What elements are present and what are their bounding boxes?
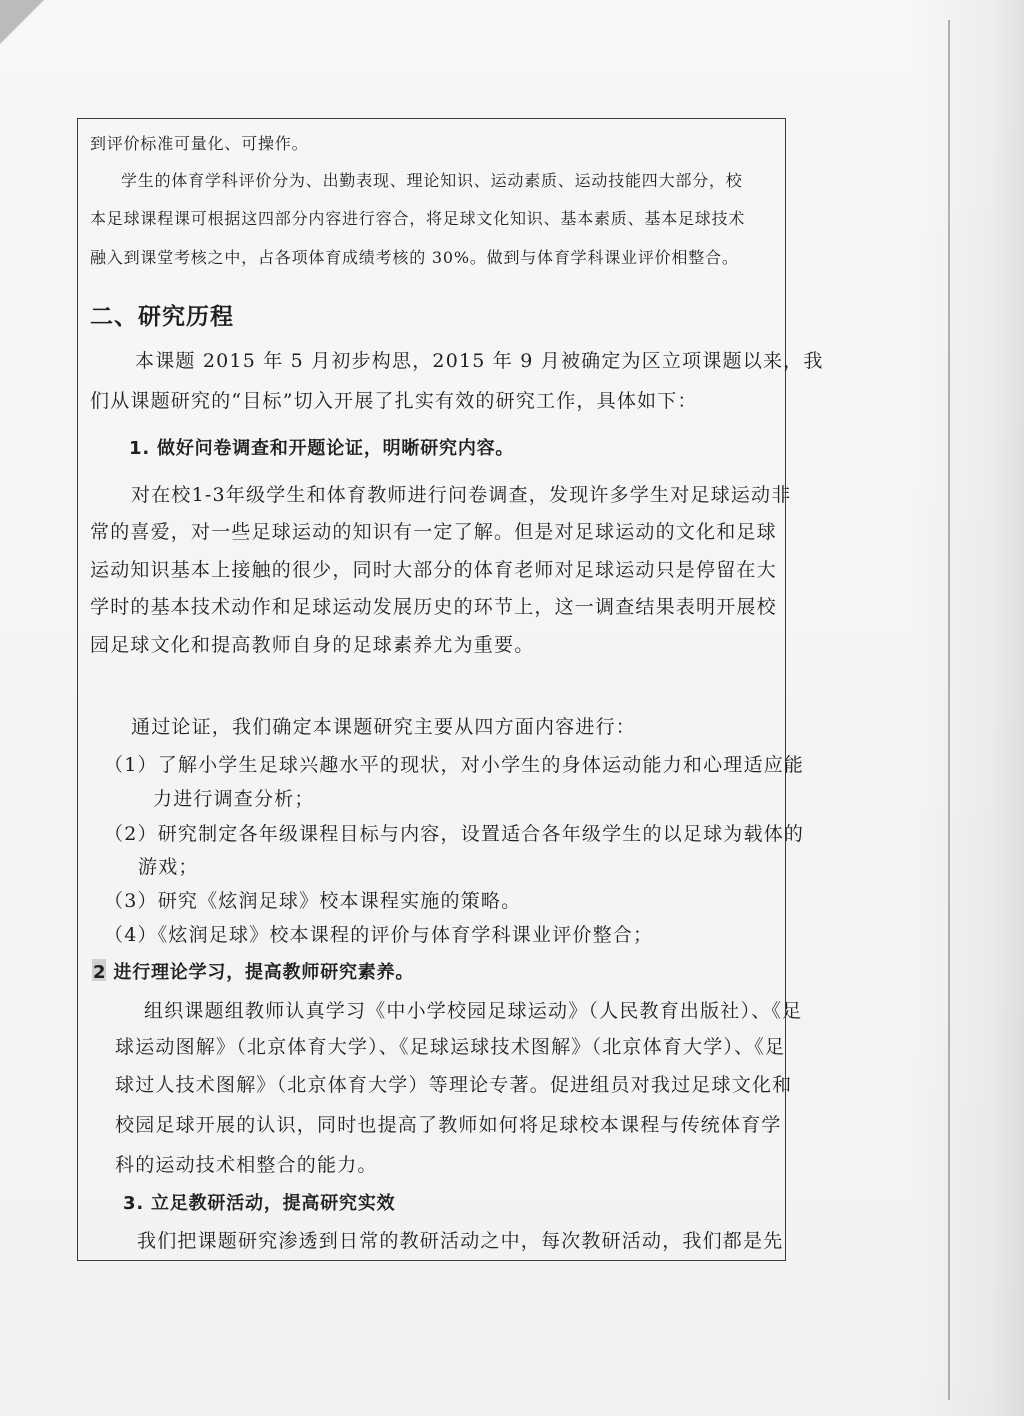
step1-line-4: 学时的基本技术动作和足球运动发展历史的环节上，这一调查结果表明开展校 <box>90 596 777 618</box>
step2-line-2: 球运动图解》（北京体育大学）、《足球运球技术图解》（北京体育大学）、《足 <box>115 1036 786 1058</box>
scan-corner-shadow <box>0 0 44 44</box>
section-intro-line-1: 本课题 2015 年 5 月初步构思，2015 年 9 月被确定为区立项课题以来，我 <box>135 350 824 372</box>
intro-line-4: 融入到课堂考核之中，占各项体育成绩考核的 30%。做到与体育学科课业评价相整合。 <box>90 248 739 267</box>
step1-line-2: 常的喜爱，对一些足球运动的知识有一定了解。但是对足球运动的文化和足球 <box>90 521 777 543</box>
step2-heading: 2 进行理论学习，提高教师研究素养。 <box>93 962 415 983</box>
page-edge-shadow <box>914 0 1024 1416</box>
step2-line-5: 科的运动技术相整合的能力。 <box>115 1154 378 1176</box>
step3-line-1: 我们把课题研究渗透到日常的教研活动之中，每次教研活动，我们都是先 <box>137 1230 784 1252</box>
demonstration-intro: 通过论证，我们确定本课题研究主要从四方面内容进行： <box>131 716 637 738</box>
section-heading: 二、研究历程 <box>90 304 234 330</box>
research-item-3: （3）研究《炫润足球》校本课程实施的策略。 <box>104 890 522 912</box>
intro-line-3: 本足球课程课可根据这四部分内容进行容合，将足球文化知识、基本素质、基本足球技术 <box>90 209 746 228</box>
step2-line-4: 校园足球开展的认识，同时也提高了教师如何将足球校本课程与传统体育学 <box>115 1114 782 1136</box>
step1-line-3: 运动知识基本上接触的很少，同时大部分的体育老师对足球运动只是停留在大 <box>90 559 777 581</box>
step2-line-3: 球过人技术图解》（北京体育大学）等理论专著。促进组员对我过足球文化和 <box>115 1074 793 1096</box>
step1-line-1: 对在校1-3年级学生和体育教师进行问卷调查，发现许多学生对足球运动非 <box>131 484 792 506</box>
intro-line-2: 学生的体育学科评价分为、出勤表现、理论知识、运动素质、运动技能四大部分，校 <box>121 171 743 190</box>
step1-heading: 1. 做好问卷调查和开题论证，明晰研究内容。 <box>129 438 515 459</box>
research-item-1-cont: 力进行调查分析； <box>153 788 315 810</box>
step3-heading: 3. 立足教研活动，提高研究实效 <box>123 1193 396 1214</box>
section-intro-line-2: 们从课题研究的“目标”切入开展了扎实有效的研究工作，具体如下： <box>90 390 698 412</box>
step1-line-5: 园足球文化和提高教师自身的足球素养尤为重要。 <box>90 634 535 656</box>
research-item-2-cont: 游戏； <box>138 856 199 878</box>
content-frame-bottom <box>77 1260 786 1261</box>
research-item-2: （2）研究制定各年级课程目标与内容，设置适合各年级学生的以足球为载体的 <box>104 823 805 845</box>
research-item-4: （4）《炫润足球》校本课程的评价与体育学科课业评价整合； <box>104 924 654 946</box>
intro-line-1: 到评价标准可量化、可操作。 <box>90 134 309 153</box>
research-item-1: （1）了解小学生足球兴趣水平的现状，对小学生的身体运动能力和心理适应能 <box>104 754 805 776</box>
step2-line-1: 组织课题组教师认真学习《中小学校园足球运动》（人民教育出版社）、《足 <box>144 1000 803 1022</box>
page-fold-line <box>948 20 950 1400</box>
